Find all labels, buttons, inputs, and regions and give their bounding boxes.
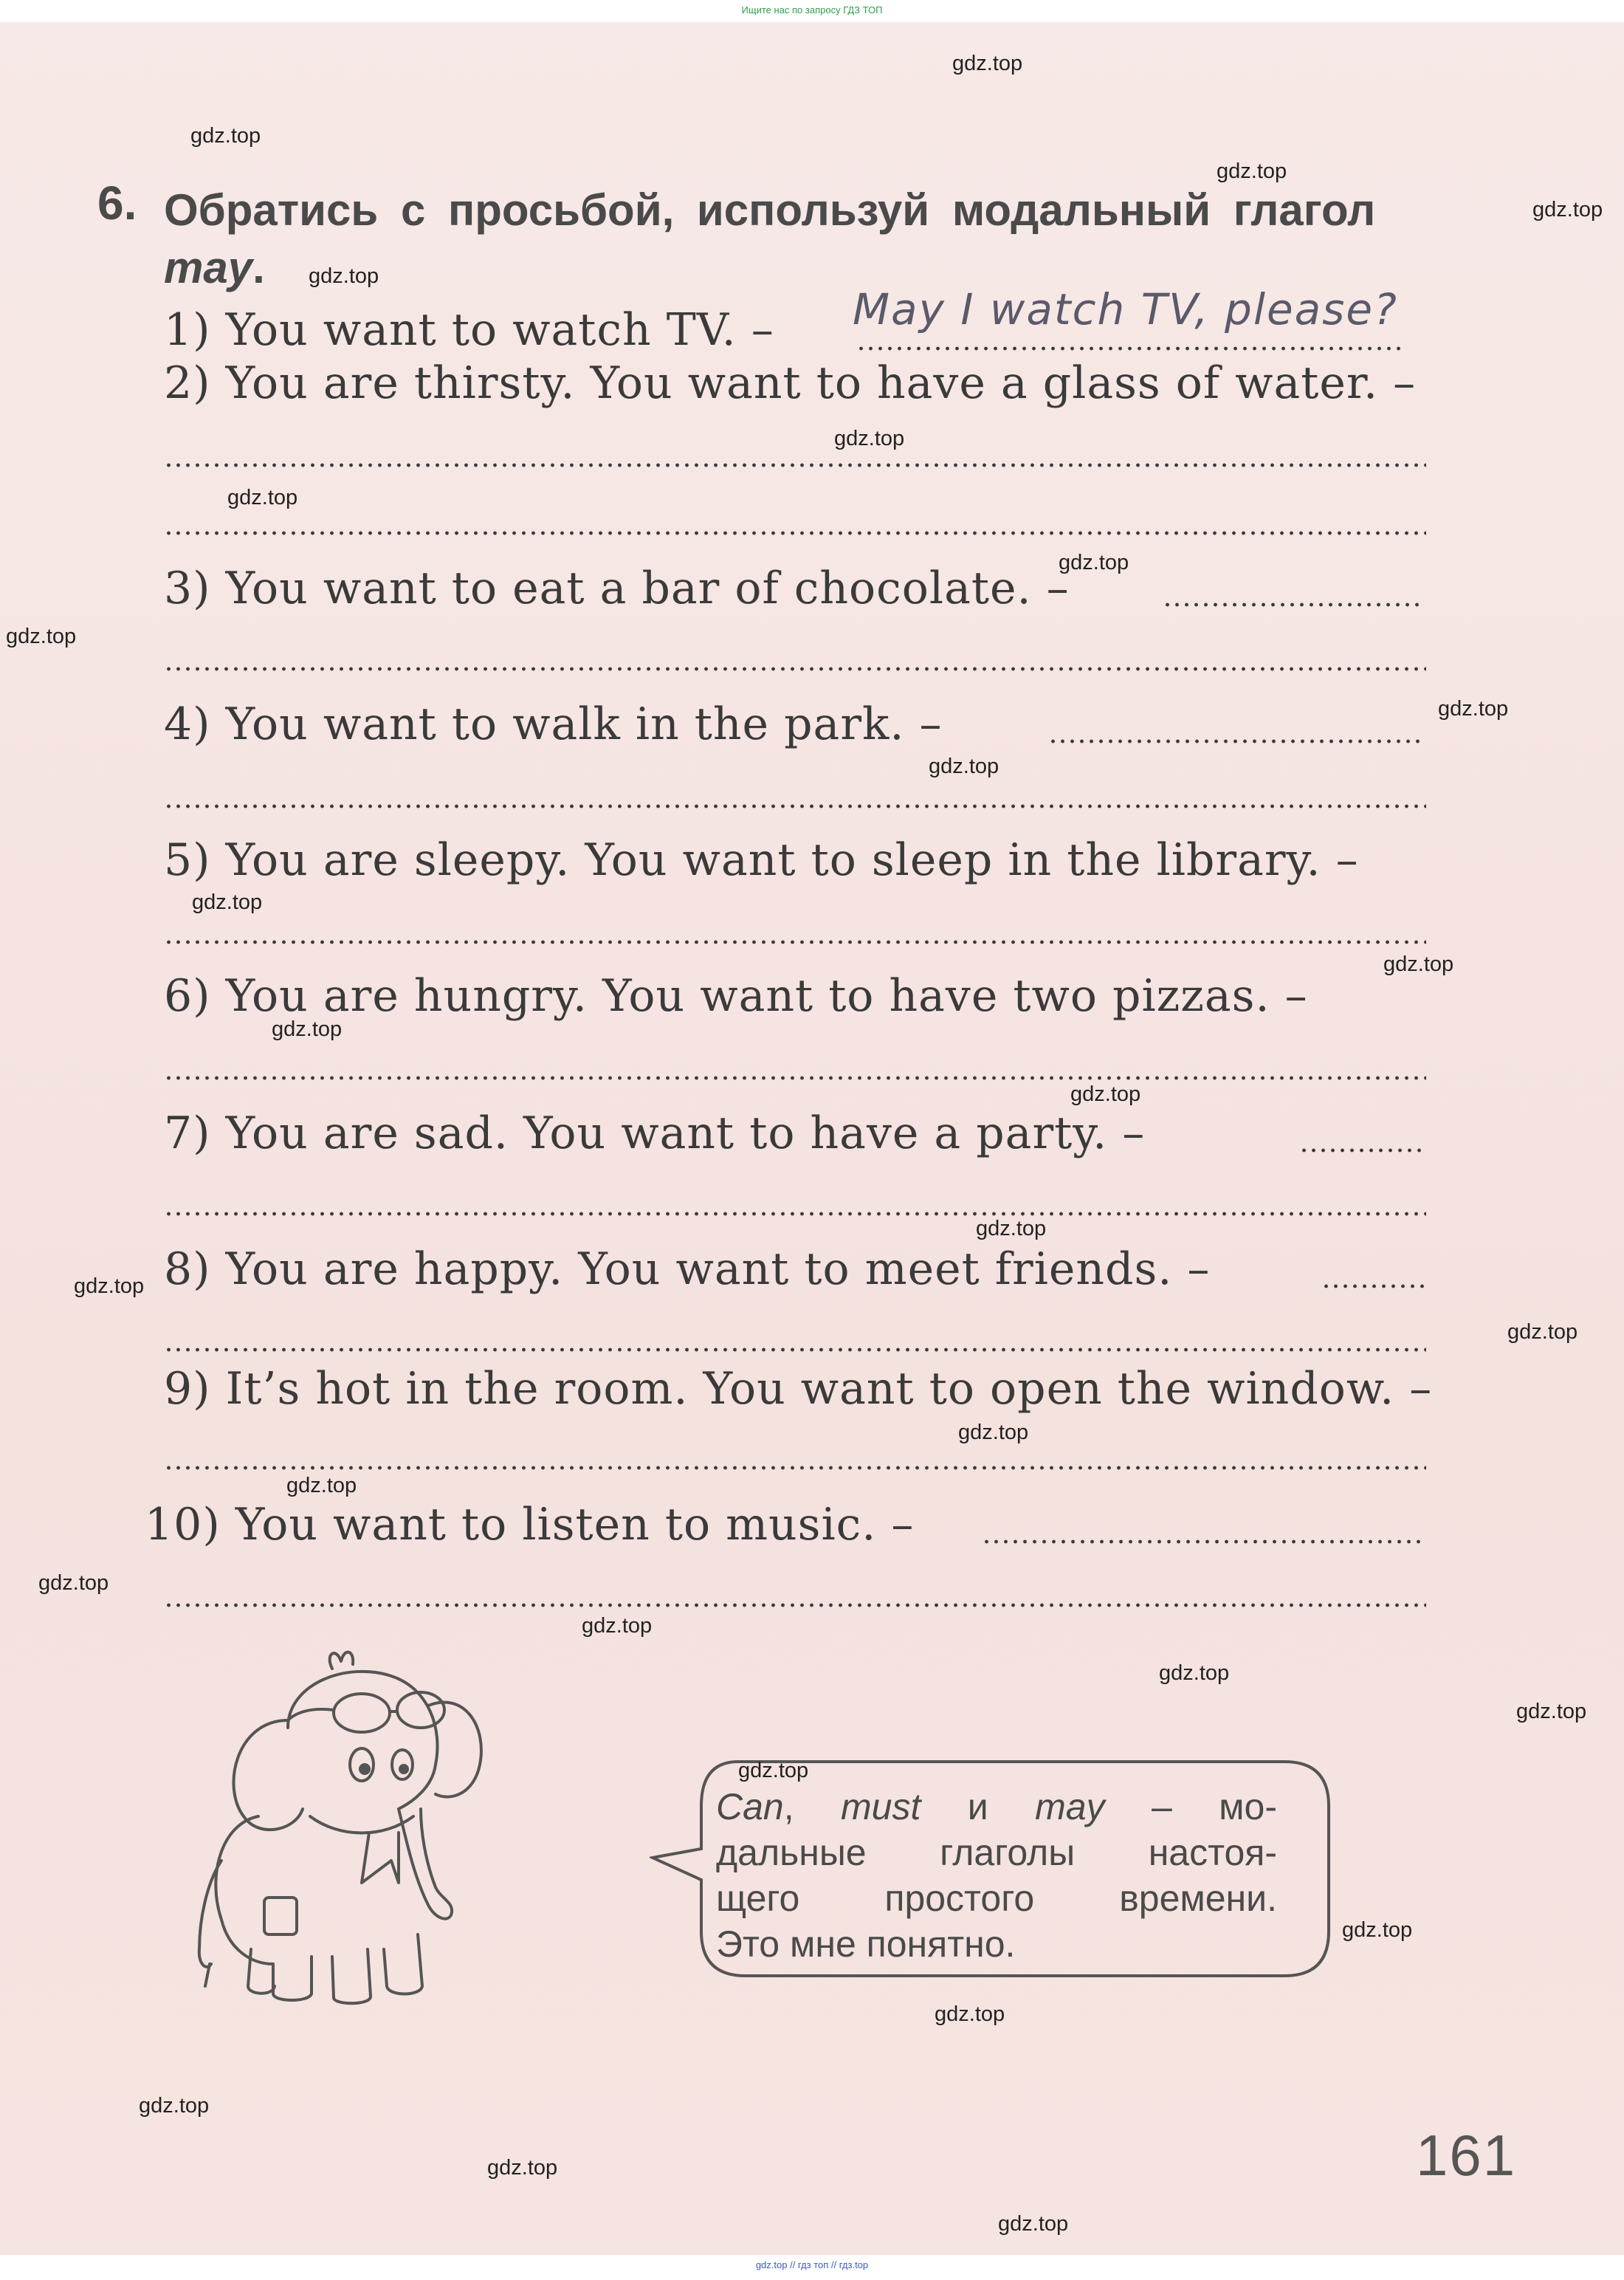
answer-line-10[interactable] bbox=[164, 1602, 1426, 1608]
watermark: gdz.top bbox=[74, 1274, 145, 1298]
watermark: gdz.top bbox=[935, 2002, 1005, 2026]
bubble-word-must: must bbox=[841, 1786, 921, 1827]
answer-line-7[interactable] bbox=[164, 1211, 1426, 1217]
watermark: gdz.top bbox=[1159, 1661, 1230, 1685]
bubble-line-2: дальные глаголы настоя- bbox=[716, 1832, 1277, 1873]
watermark: gdz.top bbox=[192, 890, 263, 914]
bubble-line-1: Can, must и may – мо- bbox=[716, 1786, 1277, 1827]
watermark: gdz.top bbox=[1516, 1700, 1587, 1723]
exercise-item-1: 1) You want to watch TV. – bbox=[164, 304, 774, 356]
task-title-end: . bbox=[252, 243, 265, 292]
page-number: 161 bbox=[1416, 2123, 1517, 2188]
watermark: gdz.top bbox=[38, 1571, 109, 1595]
exercise-item-7: 7) You are sad. You want to have a party. – bbox=[164, 1108, 1146, 1159]
bubble-word-may: may bbox=[1035, 1786, 1105, 1827]
answer-line-8[interactable] bbox=[164, 1347, 1426, 1353]
exercise-item-4: 4) You want to walk in the park. – bbox=[164, 698, 943, 750]
watermark: gdz.top bbox=[139, 2094, 210, 2118]
watermark: gdz.top bbox=[272, 1017, 343, 1041]
task-number: 6. bbox=[97, 176, 137, 230]
watermark: gdz.top bbox=[1438, 697, 1509, 721]
answer-dots-4[interactable] bbox=[1048, 738, 1425, 744]
exercise-item-10: 10) You want to listen to music. – bbox=[145, 1499, 915, 1551]
exercise-item-8: 8) You are happy. You want to meet friends. – bbox=[164, 1243, 1211, 1295]
answer-line-9[interactable] bbox=[164, 1465, 1426, 1471]
bubble-line-3: щего простого времени. bbox=[716, 1878, 1277, 1919]
answer-dots-1[interactable] bbox=[856, 346, 1403, 351]
watermark: gdz.top bbox=[998, 2212, 1069, 2236]
answer-dots-10[interactable] bbox=[982, 1539, 1425, 1545]
watermark: gdz.top bbox=[1059, 551, 1129, 574]
watermark: gdz.top bbox=[1383, 952, 1454, 976]
answer-dots-7[interactable] bbox=[1299, 1147, 1425, 1153]
answer-line-3[interactable] bbox=[164, 666, 1426, 672]
answer-line-6[interactable] bbox=[164, 1075, 1426, 1081]
task-title-modal: may bbox=[164, 243, 253, 292]
watermark: gdz.top bbox=[190, 124, 261, 148]
bubble-word-can: Can bbox=[716, 1786, 784, 1827]
watermark: gdz.top bbox=[487, 2156, 558, 2180]
watermark: gdz.top bbox=[952, 52, 1023, 75]
watermark: gdz.top bbox=[834, 427, 905, 450]
watermark: gdz.top bbox=[1507, 1320, 1578, 1344]
answer-dots-3[interactable] bbox=[1163, 602, 1425, 608]
watermark: gdz.top bbox=[309, 264, 379, 288]
answer-line-4[interactable] bbox=[164, 803, 1426, 809]
task-title-main: Обратись с просьбой, используй модальный глагол bbox=[164, 185, 1376, 235]
answer-line-2a[interactable] bbox=[164, 462, 1426, 468]
exercise-item-2: 2) You are thirsty. You want to have a glass of water. – bbox=[164, 357, 1417, 409]
watermark: gdz.top bbox=[227, 486, 298, 509]
exercise-item-9: 9) It’s hot in the room. You want to open the window. – bbox=[164, 1363, 1433, 1415]
watermark: gdz.top bbox=[1342, 1918, 1413, 1942]
watermark: gdz.top bbox=[6, 625, 77, 648]
footer-note: gdz.top // гдз топ // гдз.top bbox=[755, 2259, 869, 2270]
elephant-illustration bbox=[177, 1639, 531, 2008]
watermark: gdz.top bbox=[958, 1421, 1029, 1444]
watermark: gdz.top bbox=[1070, 1082, 1141, 1106]
exercise-item-6: 6) You are hungry. You want to have two pizzas. – bbox=[164, 970, 1308, 1022]
answer-dots-8[interactable] bbox=[1321, 1283, 1425, 1289]
exercise-item-3: 3) You want to eat a bar of chocolate. – bbox=[164, 563, 1070, 614]
watermark: gdz.top bbox=[582, 1614, 653, 1638]
watermark: gdz.top bbox=[286, 1474, 357, 1497]
header-note: Ищите нас по запросу ГДЗ ТОП bbox=[741, 4, 883, 16]
watermark: gdz.top bbox=[738, 1759, 809, 1782]
answer-line-2b[interactable] bbox=[164, 530, 1426, 536]
watermark: gdz.top bbox=[1217, 159, 1287, 183]
bubble-line-4: Это мне понятно. bbox=[716, 1923, 1016, 1965]
answer-line-5[interactable] bbox=[164, 939, 1426, 945]
watermark: gdz.top bbox=[929, 755, 999, 778]
bubble-text bbox=[716, 1784, 1277, 1967]
exercise-item-5: 5) You are sleepy. You want to sleep in the library. – bbox=[164, 834, 1359, 886]
handwritten-answer-1: May I watch TV, please? bbox=[853, 284, 1398, 334]
watermark: gdz.top bbox=[976, 1217, 1047, 1240]
watermark: gdz.top bbox=[1532, 198, 1603, 222]
